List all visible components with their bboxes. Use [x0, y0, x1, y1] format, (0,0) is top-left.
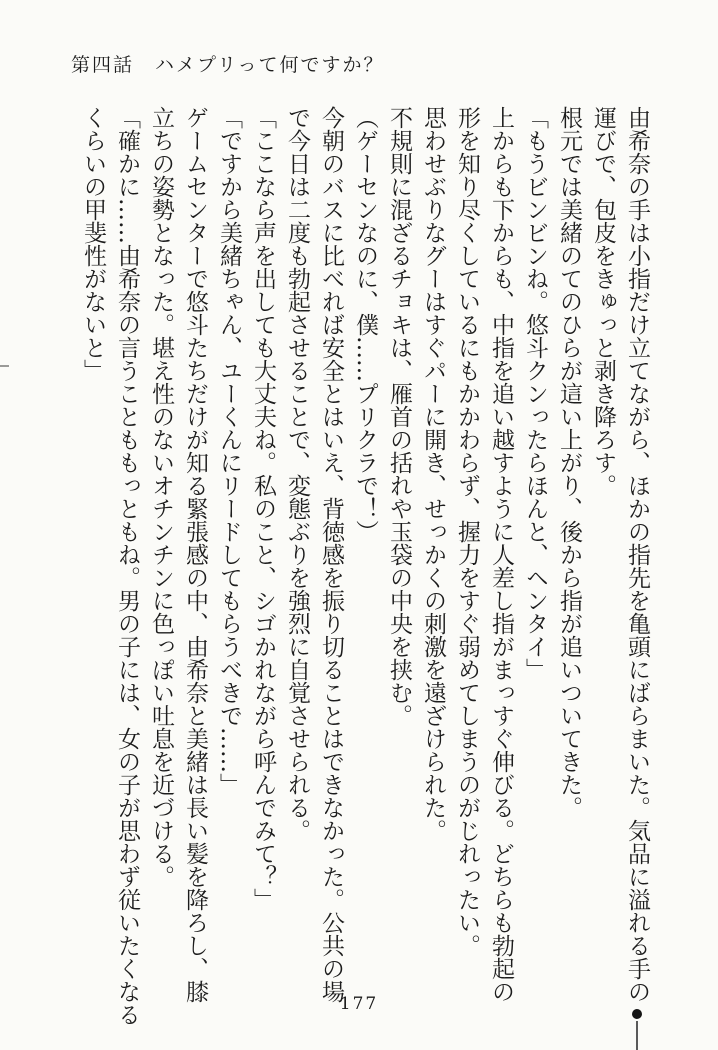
text-line: 思わせぶりなグーはすぐパーに開き、せっかくの刺激を遠ざけられた。	[420, 106, 446, 842]
binding-dot-mark-icon	[631, 1009, 643, 1050]
text-line: くらいの甲斐性がないと」	[80, 106, 106, 382]
text-line: ゲームセンターで悠斗たちだけが知る緊張感の中、由希奈と美緒は長い髪を降ろし、膝	[182, 106, 208, 1003]
text-line: 「ですから美緒ちゃん、ユーくんにリードしてもらうべきで……」	[216, 106, 242, 796]
text-line: 根元では美緒のてのひらが這い上がり、後から指が追いついてきた。	[556, 106, 582, 819]
text-line: で今日は二度も勃起させることで、変態ぶりを強烈に自覚させられる。	[284, 106, 310, 842]
text-line: 今朝のバスに比べれば安全とはいえ、背徳感を振り切ることはできなかった。公共の場	[318, 106, 344, 1003]
text-line: 形を知り尽くしているにもかかわらず、握力をすぐ弱めてしまうのがじれったい。	[454, 106, 480, 957]
text-line: 上からも下からも、中指を追い越すように人差し指がまっすぐ伸びる。どちらも勃起の	[488, 106, 514, 1003]
text-line: 「確かに……由希奈の言うことももっともね。男の子には、女の子が思わず従いたくなる	[114, 106, 140, 1026]
text-line: 運びで、包皮をきゅっと剥き降ろす。	[590, 106, 616, 497]
page-edge-dash	[0, 365, 9, 367]
text-line: 由希奈の手は小指だけ立てながら、ほかの指先を亀頭にばらまいた。気品に溢れる手の	[624, 106, 650, 1003]
text-line: （ゲーセンなのに、僕……プリクラで！）	[352, 106, 378, 543]
page-number: 177	[339, 994, 379, 1014]
text-line: 不規則に混ざるチョキは、雁首の括れや玉袋の中央を挟む。	[386, 106, 412, 727]
text-line: 立ちの姿勢となった。堪え性のないオチンチンに色っぽい吐息を近づける。	[148, 106, 174, 888]
text-line: 「もうビンビンね。悠斗クンったらほんと、ヘンタイ」	[522, 106, 548, 681]
text-line: 「ここなら声を出しても大丈夫ね。私のこと、シゴかれながら呼んでみて？」	[250, 106, 276, 911]
stem-line	[636, 1021, 638, 1050]
page-footer	[0, 994, 718, 1014]
dot-icon	[632, 1009, 642, 1019]
chapter-header: 第四話 ハメプリって何ですか？	[71, 54, 385, 76]
